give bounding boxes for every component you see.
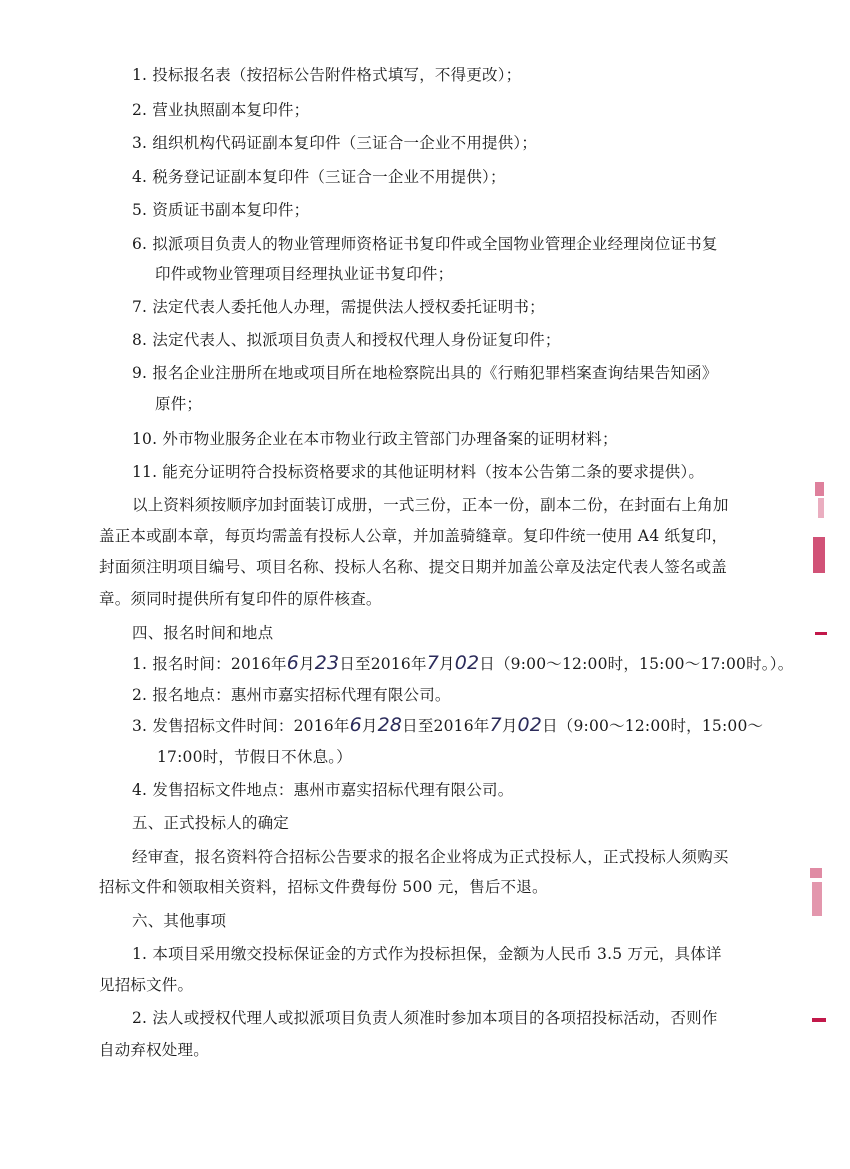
- sale-time-cont: 17:00时，节假日不休息。）: [157, 748, 352, 766]
- item-7: 7. 法定代表人委托他人办理，需提供法人授权委托证明书；: [132, 298, 545, 316]
- section-heading-5: 五、正式投标人的确定: [132, 814, 290, 832]
- text: 月: [299, 655, 315, 673]
- handwritten-day: 23: [314, 652, 340, 674]
- other-item-1: 1. 本项目采用缴交投标保证金的方式作为投标担保，金额为人民币 3.5 万元，具体详: [132, 945, 722, 963]
- text: 日（9:00～12:00时，15:00～17:00时。）。: [479, 655, 794, 673]
- text: 日至2016年: [339, 655, 427, 673]
- seal-fragment: [815, 632, 827, 635]
- registration-place: 2. 报名地点：惠州市嘉实招标代理有限公司。: [132, 686, 451, 704]
- text: 月: [439, 655, 455, 673]
- text: 日至2016年: [402, 717, 490, 735]
- text: 月: [501, 717, 518, 735]
- paragraph-line: 以上资料须按顺序加封面装订成册，一式三份，正本一份，副本二份，在封面右上角加: [132, 496, 729, 514]
- seal-fragment: [813, 537, 825, 573]
- seal-fragment: [815, 482, 824, 496]
- seal-fragment: [818, 498, 824, 518]
- other-item-2: 2. 法人或授权代理人或拟派项目负责人须准时参加本项目的各项招投标活动，否则作: [132, 1009, 718, 1027]
- paragraph-line: 经审查，报名资料符合招标公告要求的报名企业将成为正式投标人，正式投标人须购买: [132, 848, 729, 866]
- handwritten-month: 6: [349, 714, 362, 736]
- handwritten-day: 28: [377, 714, 403, 736]
- text: 月: [361, 717, 378, 735]
- paragraph-line: 盖正本或副本章，每页均需盖有投标人公章，并加盖骑缝章。复印件统一使用 A4 纸复印，: [99, 527, 728, 545]
- item-6-cont: 印件或物业管理项目经理执业证书复印件；: [155, 265, 454, 283]
- paragraph-line: 章。须同时提供所有复印件的原件核查。: [99, 590, 382, 608]
- text: 日（9:00～12:00时，15:00～: [542, 717, 764, 735]
- text: 1. 报名时间：2016年: [132, 655, 287, 673]
- seal-fragment: [810, 868, 822, 878]
- text: 3. 发售招标文件时间：2016年: [132, 717, 350, 735]
- other-item-2-cont: 自动弃权处理。: [99, 1041, 209, 1059]
- handwritten-day: 02: [454, 652, 480, 674]
- paragraph-line: 封面须注明项目编号、项目名称、投标人名称、提交日期并加盖公章及法定代表人签名或盖: [99, 558, 728, 576]
- item-8: 8. 法定代表人、拟派项目负责人和授权代理人身份证复印件；: [132, 331, 561, 349]
- other-item-1-cont: 见招标文件。: [99, 976, 194, 994]
- sale-place: 4. 发售招标文件地点：惠州市嘉实招标代理有限公司。: [132, 781, 514, 799]
- handwritten-month: 6: [286, 652, 300, 674]
- item-11: 11. 能充分证明符合投标资格要求的其他证明材料（按本公告第二条的要求提供）。: [132, 463, 705, 481]
- item-9: 9. 报名企业注册所在地或项目所在地检察院出具的《行贿犯罪档案查询结果告知函》: [132, 364, 718, 382]
- item-6: 6. 拟派项目负责人的物业管理师资格证书复印件或全国物业管理企业经理岗位证书复: [132, 235, 718, 253]
- item-1: 1. 投标报名表（按招标公告附件格式填写，不得更改）；: [132, 66, 522, 84]
- item-2: 2. 营业执照副本复印件；: [132, 101, 310, 119]
- handwritten-day: 02: [517, 714, 543, 736]
- handwritten-month: 7: [489, 714, 502, 736]
- registration-time: [132, 652, 793, 675]
- section-heading-4: 四、报名时间和地点: [132, 624, 274, 642]
- paragraph-line: 招标文件和领取相关资料，招标文件费每份 500 元，售后不退。: [99, 878, 548, 896]
- item-5: 5. 资质证书副本复印件；: [132, 201, 310, 219]
- handwritten-month: 7: [426, 652, 439, 674]
- section-heading-6: 六、其他事项: [132, 912, 227, 930]
- item-3: 3. 组织机构代码证副本复印件（三证合一企业不用提供）；: [132, 134, 538, 152]
- item-4: 4. 税务登记证副本复印件（三证合一企业不用提供）；: [132, 168, 506, 186]
- item-10: 10. 外市物业服务企业在本市物业行政主管部门办理备案的证明材料；: [132, 430, 618, 448]
- seal-fragment: [812, 882, 822, 916]
- sale-time: [132, 714, 763, 737]
- item-9-cont: 原件；: [155, 395, 203, 413]
- seal-fragment: [812, 1018, 826, 1022]
